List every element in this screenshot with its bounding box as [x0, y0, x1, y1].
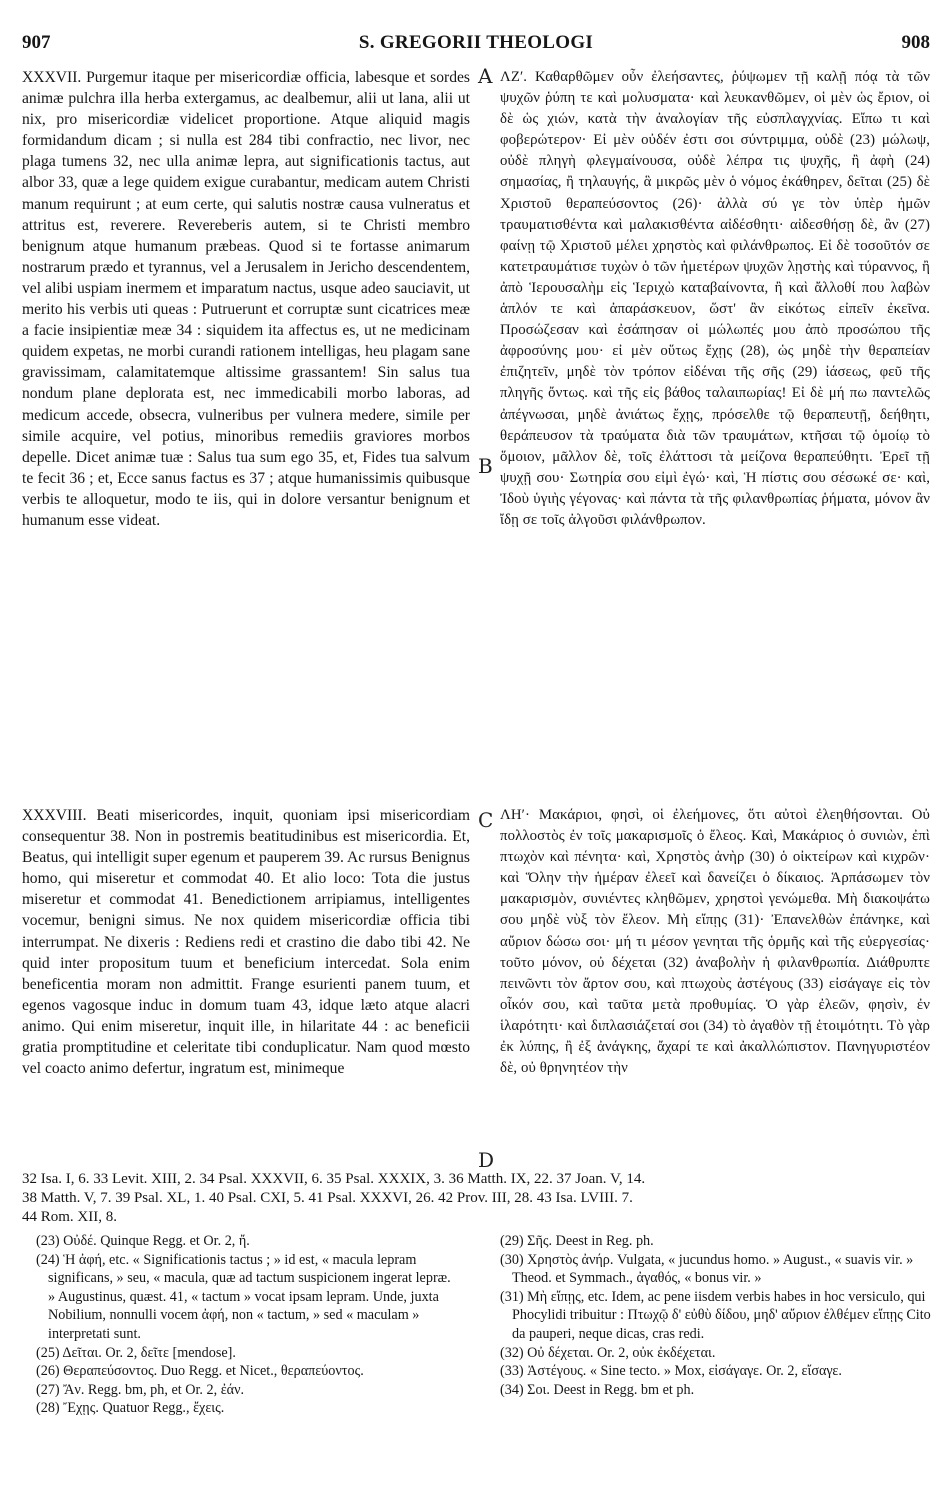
running-title: S. GREGORII THEOLOGI — [358, 32, 594, 53]
latin-section-xxxvii: XXXVII. Purgemur itaque per misericordiæ officia, labesque et sordes animæ pulchra illa herba extergamus, ac dealbemur, alii ut lana, alii ut nix, pro misericordiæ videlicet proportione. Atque aliquid magis formidandum dicam ; si nulla est 284 tibi confractio, nec livor, nec plaga tumens 32, nec ulla animæ lepra, aut significationis tactus, aut albor 33, quæ a lege quidem exigue curabantur, medicam autem Christi manum requirunt ; at eum certe, qui salutis nostræ causa vulneratus et attritus est, reverere. Revereberis autem, si te Christi membro benignum atque humanum præbeas. Quod si te fortasse animarum nostrarum prædo et tyrannus, vel a Jerusalem in Jericho descendentem, vel alibi uspiam inermem et imparatum nactus, usque adeo sauciavit, ut merito his verbis uti queas : Putruerunt et corruptæ sunt cicatrices meæ a facie insipientiæ meæ 34 : siquidem ita affectus es, ut ne medicinam quidem expetas, ne morbi curandi rationem intelligas, heu plagam sane gravissimam, calamitatemque altissime grassantem! Sin salus tua nondum plane deplorata est, nec immedicabili morbo laboras, ad medicum accede, obsecra, vulneribus per vulnera medere, simile per simile acquire, vel potius, minoribus remediis graviores morbos depelle. Dicet animæ tuæ : Salus tua sum ego 35, et, Fides tua salvum te fecit 36 ; et, Ecce sanus factus es 37 ; atque humanissimis quibusque verbis te alloquetur, modo te iis, qui in dolore versantur benignum et humanum esse videat. — [22, 69, 470, 529]
critical-note: (30) Χρηστὸς ἀνήρ. Vulgata, « jucundus homo. » August., « suavis vir. » Theod. et Symmach., ἀγαθός, « bonus vir. » — [500, 1251, 914, 1287]
margin-marker-d: D — [478, 1148, 495, 1172]
margin-marker-b: B — [478, 454, 493, 478]
critical-note: (23) Οὐδέ. Quinque Regg. et Or. 2, ἤ. — [36, 1233, 250, 1249]
critical-note: (26) Θεραπεύσοντος. Duo Regg. et Nicet., θεραπεύοντος. — [36, 1363, 364, 1380]
page-number-left: 907 — [22, 32, 51, 53]
critical-note: (34) Σοι. Deest in Regg. bm et ph. — [500, 1381, 695, 1398]
critical-note: (31) Μὴ εἴπῃς, etc. Idem, ac pene iisdem verbis habes in hoc versiculo, qui Phocylidi tribuitur : Πτωχῷ δ' εὐθὺ δίδου, μηδ' αὔριον ἐλθέμεν εἴπῃς Cito da pauperi, neque dicas, cras redi. — [500, 1288, 931, 1342]
margin-marker-c: C — [478, 808, 494, 832]
scripture-ref-line: 38 Matth. V, 7. 39 Psal. XL, 1. 40 Psal. CXI, 5. 41 Psal. XXXVI, 26. 42 Prov. III, 28. 43 Isa. LVIII. 7. — [22, 1190, 633, 1206]
greek-section-37: ΛΖʹ. Καθαρθῶμεν οὖν ἐλεήσαντες, ῥύψωμεν τῇ καλῇ πόᾳ τὰ τῶν ψυχῶν ῥύπη τε καὶ μολυσματα· καὶ λευκανθῶμεν, οἱ μὲν ὡς ἔριον, οἱ δὲ ὡς χιών, κατὰ τὴν ἀναλογίαν τῆς εὐσπλαγχνίας. Εἴπω τι καὶ φοβερώτερον· Εἰ μὲν οὐδέν ἐστι σοι σύντριμμα, οὐδὲ (23) μώλωψ, οὐδὲ πληγὴ φλεγμαίνουσα, οὐδὲ λέπρα τις ψυχῆς, ἢ ἀφὴ (24) σημασίας, ἢ τηλαυγής, ἃ μικρῶς μὲν ὁ νόμος ἐκάθηρεν, δεῖται (25) δὲ Χριστοῦ θεραπεύσοντος (26)· ἀλλὰ σύ γε τὸν ὑπὲρ ἡμῶν τραυματισθέντα καὶ μαλακισθέντα αἰδέσθητι· αἰδεσθήσῃ δὲ, ἂν (27) φαίνῃ τῷ Χριστοῦ μέλει χρηστὸς καὶ φιλάνθρωπος. Εἰ δὲ τοσοῦτόν σε κατετραυμάτισε τυχὼν ὁ τῶν ἡμετέρων ψυχῶν λῃστὴς καὶ τύραννος, ἢ ἀπὸ Ἱερουσαλὴμ εἰς Ἱεριχὼ καταβαίνοντα, ἢ καὶ ἄλλοθί που λαβὼν ἁπλόν τε καὶ ἀπαράσκευον, ὥστ' ἂν εἰκότως εἰπεῖν ἐκεῖνα. Προσώζεσαν καὶ ἐσάπησαν οἱ μώλωπές μου ἀπὸ προσώπου τῆς ἀφροσύνης μου· εἰ μὲν οὕτως ἔχῃς (28), ὡς μηδὲ τὴν θεραπείαν ἐπιζητεῖν, μηδὲ τὸν τρόπον εἰδέναι τῆς σῆς (29) ἰάσεως, φεῦ τῆς πληγῆς ὄντως. καὶ τῆς εἰς βάθος ταλαιπωρίας! Εἰ δὲ μή πω παντελῶς ἀπέγνωσαι, μηδὲ ἀνιάτως ἔχῃς, πρόσελθε τῷ θεραπευτῇ, δεήθητι, θεράπευσον τὰ τραύματα διὰ τῶν τραυμάτων, κτῆσαι τῷ ὁμοίῳ τὸ ὅμοιον, μᾶλλον δὲ, τοῖς ἐλάττοσι τὰ μείζονα θεραπεύθητι. Ἐρεῖ τῇ ψυχῇ σου· Σωτηρία σου εἰμὶ ἐγώ· καὶ, Ἡ πίστις σου σέσωκέ σε· καὶ, Ἰδοὺ ὑγιὴς γέγονας· καὶ πάντα τὰ τῆς φιλανθρωπίας ῥήματα, μόνον ἂν ἴδῃ σε τοῖς ἀλγοῦσι φιλάνθρωπον. — [500, 69, 930, 528]
margin-marker-a: A — [478, 64, 493, 88]
latin-column-continued — [22, 805, 470, 1079]
critical-note: (32) Οὐ δέχεται. Or. 2, οὐκ ἐκδέχεται. — [500, 1344, 716, 1361]
scripture-references — [22, 1170, 930, 1227]
greek-section-38: ΛΗʹ· Μακάριοι, φησὶ, οἱ ἐλεήμονες, ὅτι αὐτοὶ ἐλεηθήσονται. Οὐ πολλοστὸς ἐν τοῖς μακαρισμοῖς ὁ ἔλεος. Καὶ, Μακάριος ὁ συνιὼν, ἐπὶ πτωχὸν καὶ πένητα· καὶ, Χρηστὸς ἀνὴρ (30) ὁ οἰκτείρων καὶ κιχρῶν· καὶ Ὅλην τὴν ἡμέραν ἐλεεῖ καὶ δανείζει ὁ δίκαιος. Ἁρπάσωμεν τὸν μακαρισμὸν, συνιέντες κληθῶμεν, χρηστοὶ γενώμεθα. Μὴ διακοψάτω σου μηδὲ νὺξ τὸν ἔλεον. Μὴ εἴπῃς (31)· Ἐπανελθὼν ἐπάνηκε, καὶ αὔριον δώσω σοι· μή τι μέσον γενηται τῆς ὁρμῆς καὶ τῆς εὐεργεσίας· τοῦτο μόνον, οὐ δέχεται (32) ἀναβολὴν ἡ φιλανθρωπία. Διάθρυπτε πεινῶντι τὸν ἄρτον σου, καὶ πτωχοὺς ἀστέγους (33) εἰσάγαγε εἰς τὸν οἶκόν σου, καὶ ταῦτα μετὰ προθυμίας. Ὁ γὰρ ἐλεῶν, φησὶν, ἐν ἱλαρότητι· καὶ διπλασιάζεταί σοι (34) τὸ ἀγαθὸν τῇ ἑτοιμότητι. Τὸ γὰρ ἐκ λύπης, ἢ ἐξ ἀνάγκης, ἄχαρί τε καὶ ἀκαλλώπιστον. Πανηγυριστέον δὲ, οὐ θρηνητέον τὴν — [500, 807, 930, 1077]
running-header — [22, 32, 930, 58]
critical-note: (27) Ἄν. Regg. bm, ph, et Or. 2, ἐάν. — [36, 1381, 245, 1398]
latin-section-xxxviii: XXXVIII. Beati misericordes, inquit, quoniam ipsi misericordiam consequentur 38. Non in postremis beatitudinibus est misericordia. Et, Beatus, qui intelligit super egenum et pauperem 39. Ac rursus Benignus homo, qui miseretur et commodat 40. Et alio loco: Tota die justus miseretur et commodat 41. Benedictionem arripiamus, intelligentes vocemur, benigni simus. Ne nox quidem misericordiæ officia tibi interrumpat. Ne dixeris : Rediens redi et crastino die dabo tibi 42. Ne quid inter propositum tuum et beneficium intercedat. Sola enim beneficentia moram non admittit. Frange esurienti panem tuum, et egenos vagosque induc in domum tuam 43, idque læto atque alacri animo. Qui enim miseretur, inquit ille, in hilaritate 44 : ac beneficii gratia promptitudine et celeritate tibi conduplicatur. Nam quod mœsto vel coacto animo defertur, ingratum est, minimeque — [22, 807, 470, 1078]
critical-note: (28) Ἔχῃς. Quatuor Regg., ἔχεις. — [36, 1400, 225, 1417]
greek-column — [500, 67, 930, 531]
critical-note: (25) Δεῖται. Or. 2, δεῖτε [mendose]. — [36, 1344, 236, 1361]
scripture-ref-line: 32 Isa. I, 6. 33 Levit. XIII, 2. 34 Psal. XXXVII, 6. 35 Psal. XXXIX, 3. 36 Matth. IX, 22. 37 Joan. V, 14. — [22, 1171, 646, 1187]
critical-notes-right — [500, 1232, 932, 1399]
critical-note: (24) Ἡ ἀφή, etc. « Significationis tactus ; » id est, « macula lepram significans, » seu, « macula, quæ ad tactum suspicionem ingerat lepræ. » Augustinus, quæst. 41, « tactum » vocat ipsam lepram. Unde, juxta Nobilium, nonnulli vocem ἀφή, non « tactum, » sed « maculam » interpretati sunt. — [36, 1251, 451, 1342]
greek-column-continued — [500, 805, 930, 1079]
page-number-right: 908 — [901, 32, 930, 53]
critical-note: (33) Ἀστέγους. « Sine tecto. » Mox, εἰσάγαγε. Or. 2, εἴσαγε. — [500, 1363, 842, 1380]
scripture-ref-line: 44 Rom. XII, 8. — [22, 1209, 117, 1225]
critical-note: (29) Σῆς. Deest in Reg. ph. — [500, 1233, 654, 1249]
latin-column — [22, 67, 470, 531]
critical-notes-left — [36, 1232, 460, 1418]
